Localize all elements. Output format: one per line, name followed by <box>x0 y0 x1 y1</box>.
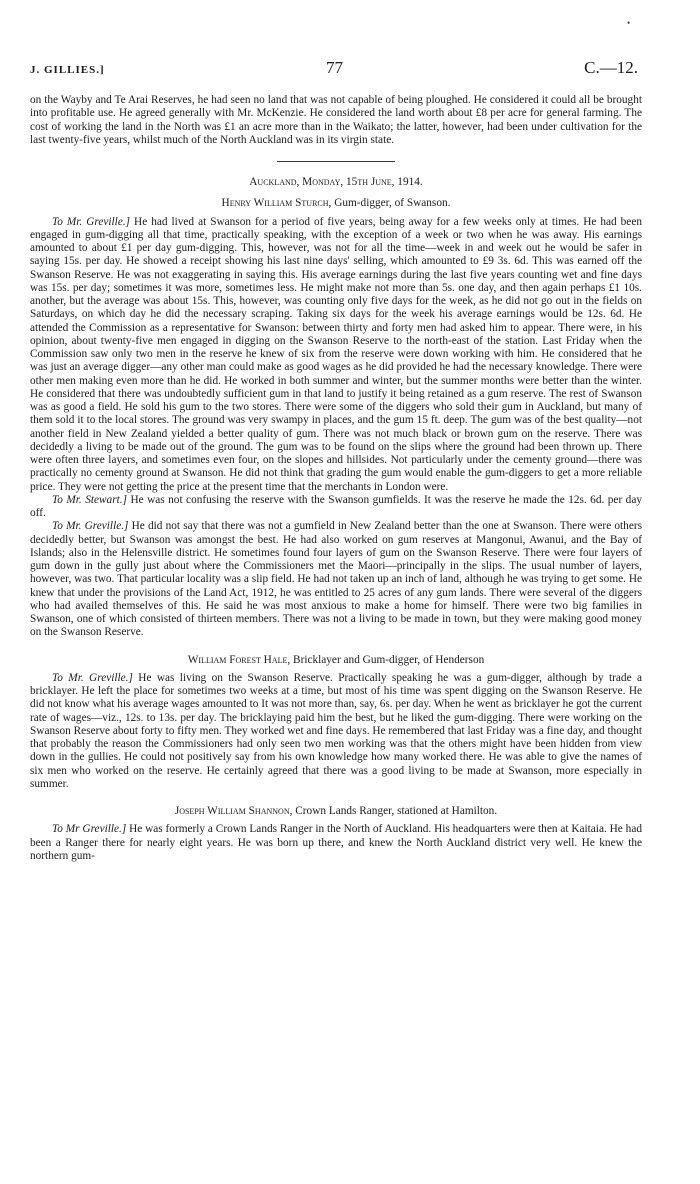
section-divider <box>277 161 395 162</box>
page-number: 77 <box>326 58 343 77</box>
witness-name: Joseph William Shannon, <box>174 805 293 817</box>
testimony-text: He was not confusing the reserve with the Swanson gumfields. It was the reserve he made the 12s. 6d. per day off. <box>30 493 642 519</box>
sitting-date: 15th June, 1914. <box>346 176 423 188</box>
header-author: J. GILLIES.] <box>30 64 105 76</box>
examiner-lead: To Mr. Greville.] <box>52 520 129 533</box>
witness-description: Gum-digger, of Swanson. <box>334 197 451 210</box>
witness-description: Bricklayer and Gum-digger, of Henderson <box>293 653 485 666</box>
testimony-text: He did not say that there was not a gumfield in New Zealand better than the one at Swanson. There were others decidedly better, but Swanson was amongst the best. He had also worked on gum reserves at Mangonui, Awanui, and the Bay of Islands; also in the Helensville district. He sometimes found four layers of gum on the Swanson Reserve. There were four layers of gum down in the gully just about where the Commissioners met the Maori—principally in the slips. The usual number of layers, however, was two. That particular locality was a slip field. He had not taken up an inch of land, although he was trying to get some. He knew that under the provisions of the Land Act, 1912, he was entitled to 25 acres of any gum lands. There were several of the diggers who had availed themselves of this. He said he was most anxious to make a home for himself. There were two big families in Swanson, one of which consisted of thirteen members. There was not a living to be made in town, but they were making good money on the Swanson Reserve. <box>30 520 642 639</box>
document-body <box>30 94 642 863</box>
testimony-paragraph <box>30 494 642 521</box>
witness-name: William Forest Hale, <box>187 653 291 666</box>
testimony-text: He had lived at Swanson for a period of five years, being away for a few weeks only at times. He had been engaged in gum-digging all that time, practically speaking, with the exception of a week or two when he was away. His earnings amounted to about £1 per day gum-digging. This, however, was not for all the time—week in and week out he would be safer in saying 15s. per day. He showed a receipt showing his last nine days' selling, which amounted to £9 3s. 6d. This was earned off the Swanson Reserve. He was not exaggerating in saying this. His average earnings during the last five years counting wet and fine days was 15s. per day; sometimes it was more, sometimes less. He might make not more than 5s. one day, and then again perhaps £1 10s. another, but the average was about 15s. This, however, was counting only five days for the week, as he did not go out in the fields on Saturdays, on which day he did the necessary scraping. Taking six days for the week his average earnings would be 12s. 6d. He attended the Commission as a representative for Swanson: between thirty and forty men had asked him to appear. There were, in his opinion, about twenty-five men engaged in digging on the Swanson Reserve to the north-east of the station. Last Friday when the Commission saw only two men in the reserve he knew of six from the reserve were down working with him. He considered that he was just an average digger—any other man could make as good wages as he did provided he had the necessary knowledge. There were other men making even more than he did. He worked in both summer and winter, but the summer months were better than the winter. He considered that there was undoubtedly sufficient gum in that land to justify it being retained as a gum reserve. The rest of Swanson was as good a field. He sold his gum to the two stores. There were some of the diggers who sold their gum in Auckland, but many of them sold it to the local stores. The ground was very swampy in places, and the gum 15 ft. deep. The gum was of the best quality—not another field in New Zealand yielded a better quality of gum. There was not much black or brown gum on the reserve. There was decidedly a living to be made out of the ground. The gum was to be found on the slips where the ground had been thrown up. There were often three layers, and sometimes even four, on the slopes and hillsides. Not particularly under the cementy ground—there was practically no cementy ground at Swanson. He did not think that grading the gum would enable the gum-diggers to get a more reliable price. They were not getting the price at the present time that the merchants in London were. <box>30 215 642 493</box>
examiner-lead: To Mr. Stewart.] <box>52 493 127 506</box>
intro-paragraph: on the Wayby and Te Arai Reserves, he had seen no land that was not capable of being ploughed. He considered it could all be brought into profitable use. He agreed generally with Mr. McKenzie. He considered the land worth about £8 per acre for general farming. The cost of working the land in the North was £1 an acre more than in the Waikato; the latter, however, had been under cultivation for the last twenty-five years, whilst much of the North Auckland was in its virgin state. <box>30 94 642 146</box>
testimony-paragraph <box>30 520 642 639</box>
witness-name: Henry William Sturch, <box>221 197 332 210</box>
witness-heading <box>30 654 642 667</box>
examiner-lead: To Mr. Greville.] <box>52 215 131 228</box>
testimony-paragraph <box>30 823 642 863</box>
corner-mark: • <box>627 18 631 28</box>
testimony-paragraph <box>30 216 642 494</box>
report-code: C.—12. <box>584 58 638 77</box>
testimony-text: He was living on the Swanson Reserve. Practically speaking he was a gum-digger, although by trade a bricklayer. He left the place for sometimes two weeks at a time, but most of his time was spent digging on the Swanson Reserve. He did not know what his average wages amounted to It was not more than, say, 6s. per day. When he went as bricklayer he got the current rate of wages—viz., 12s. to 13s. per day. The bricklaying paid him the best, but he liked the gum-digging. There were working on the Swanson Reserve about forty to fifty men. They worked wet and fine days. He remembered that last Friday was a fine day, and thought that probably the reason the Commissioners had only seen two men working was that the others might have been hidden from view down in the gullies. He could not positively say from his own knowledge how many worked there. He was able to give the names of six men who worked on the reserve. He certainly agreed that there was a good living to be made at Swanson, more especially in summer. <box>30 671 642 790</box>
examiner-lead: To Mr. Greville.] <box>52 671 133 684</box>
testimony-text: He was formerly a Crown Lands Ranger in the North of Auckland. His headquarters were then at Kaitaia. He had been a Ranger there for nearly eight years. He was born up there, and knew the North Auckland district very well. He knew the northern gum- <box>30 823 642 862</box>
page-header <box>30 58 638 80</box>
sitting-heading <box>30 176 642 189</box>
witness-description: Crown Lands Ranger, stationed at Hamilton. <box>295 805 498 817</box>
witness-heading <box>30 805 642 818</box>
witness-heading <box>30 197 642 210</box>
testimony-paragraph <box>30 672 642 791</box>
sitting-place: Auckland, Monday, <box>249 176 344 188</box>
examiner-lead: To Mr Greville.] <box>52 823 127 836</box>
